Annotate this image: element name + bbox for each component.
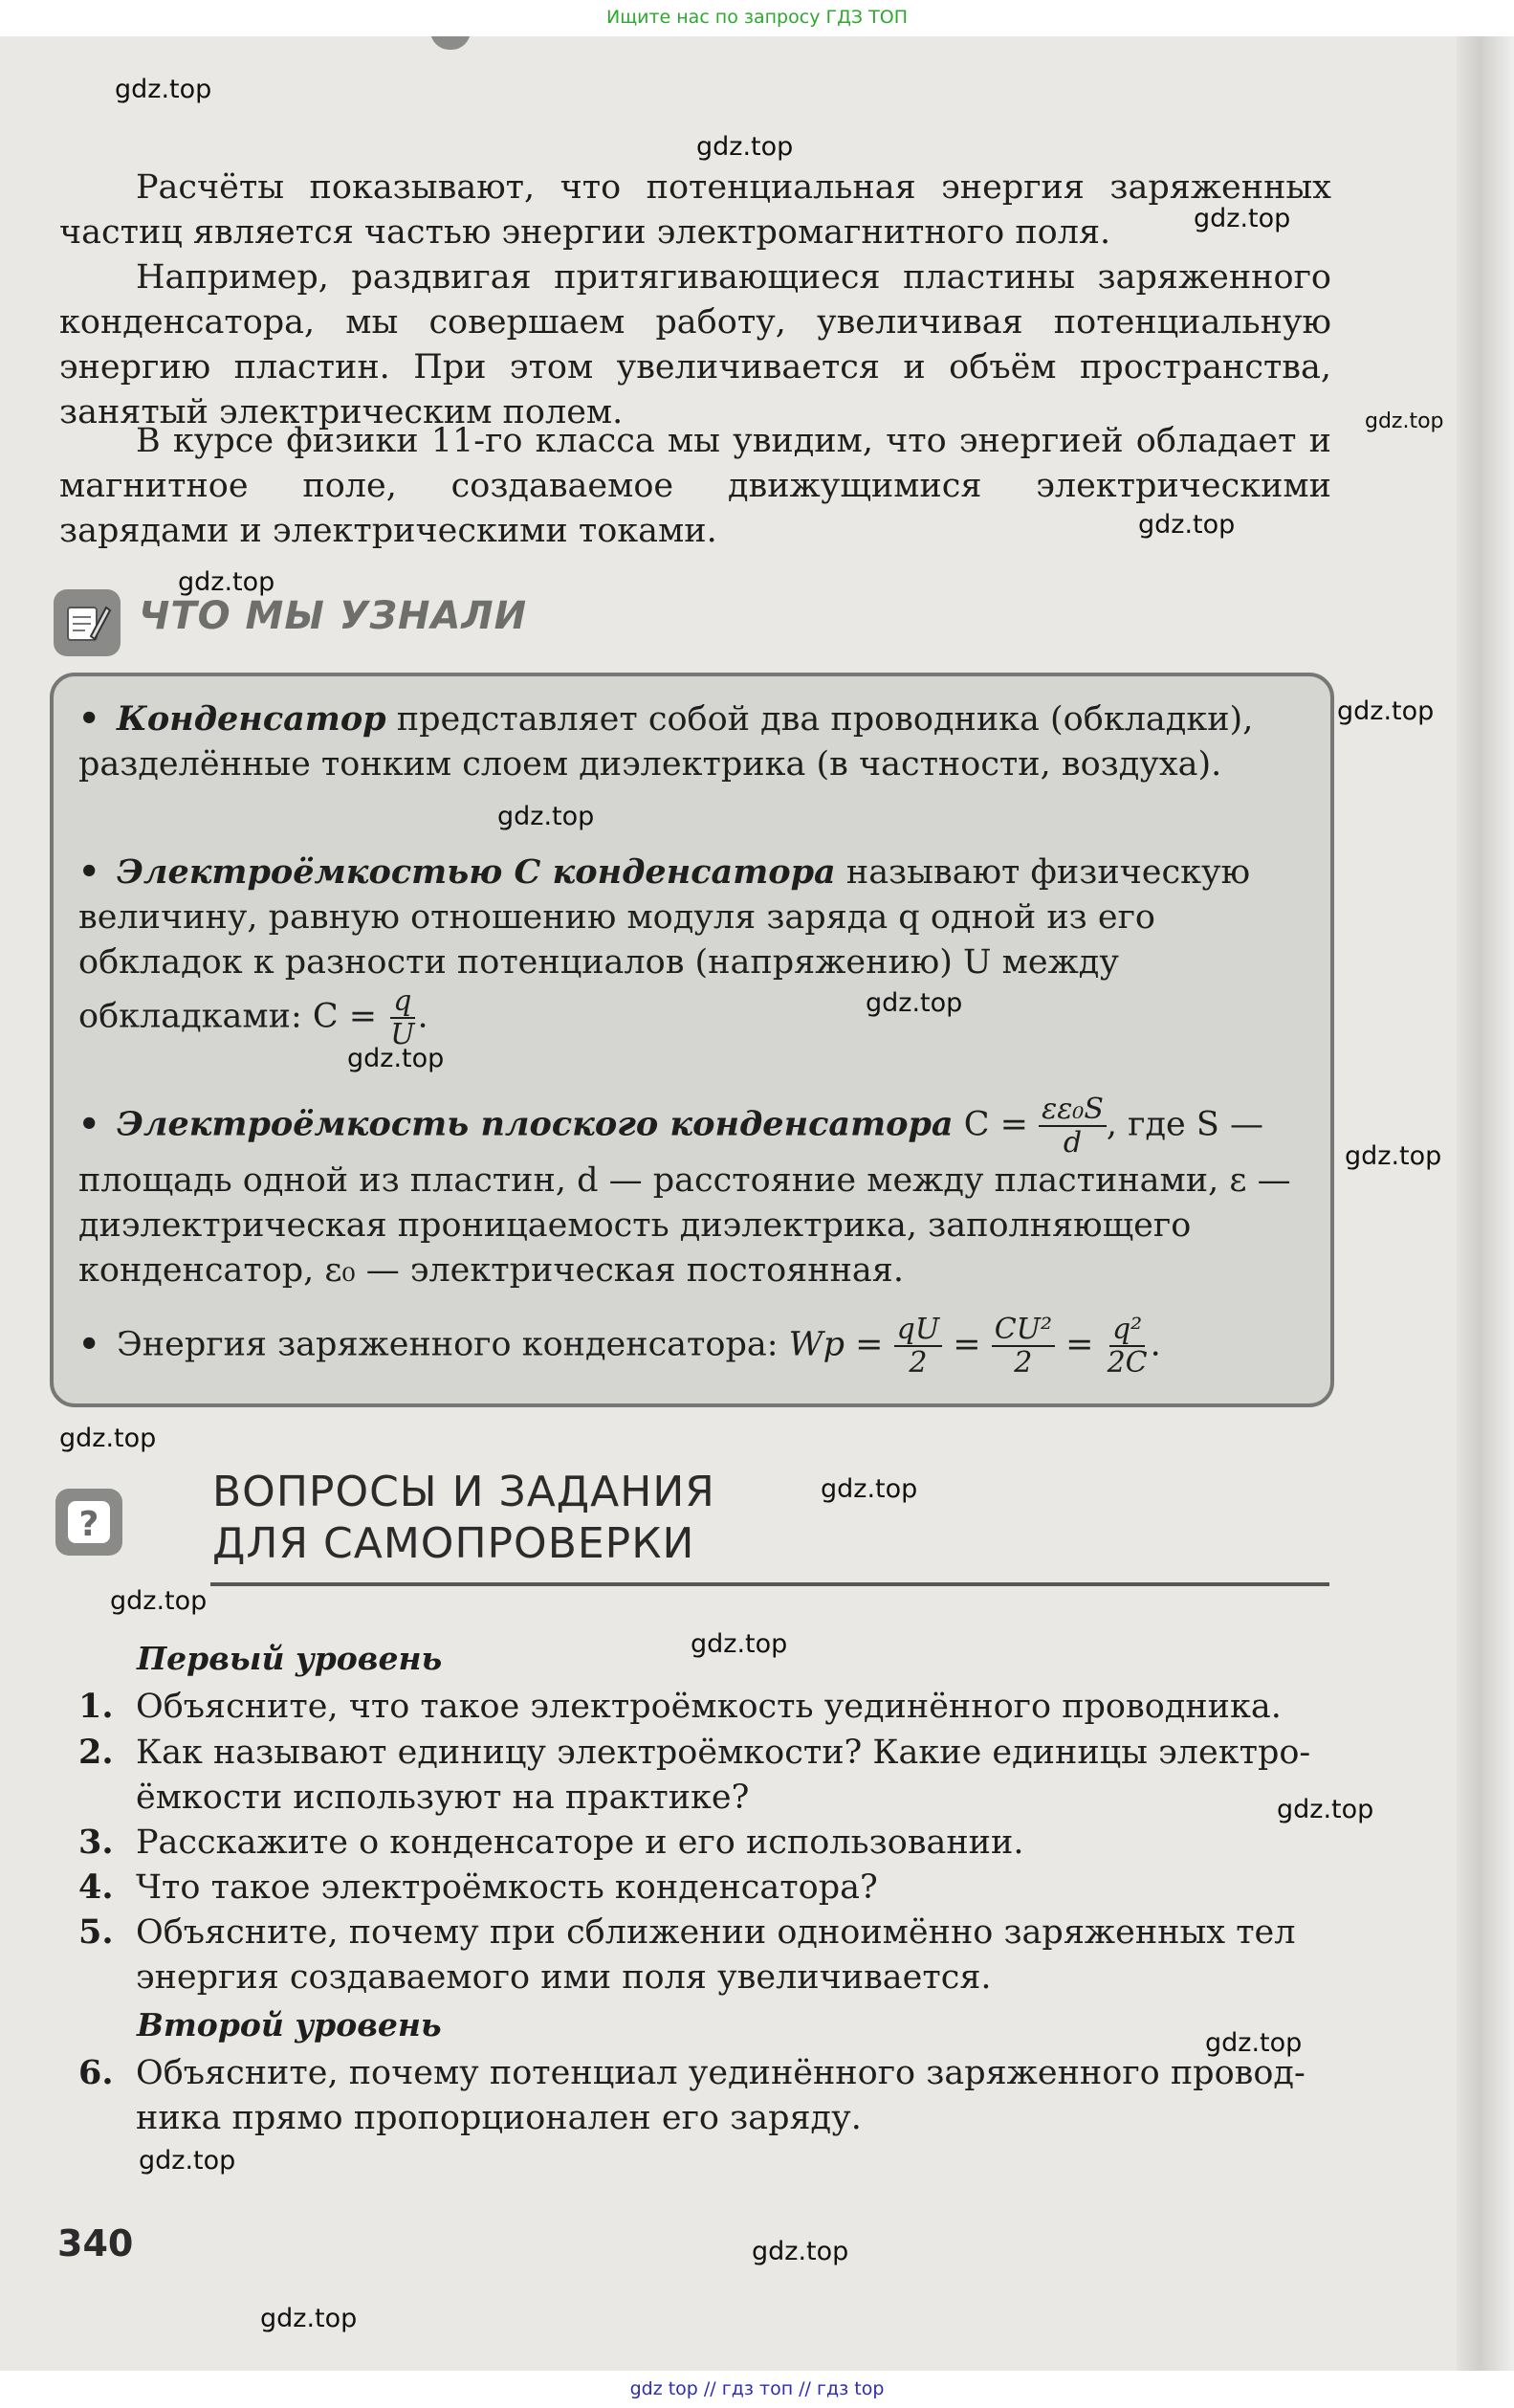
level-heading-first: Первый уровень xyxy=(137,1640,443,1677)
question-item: 1. Объясните, что такое электроёмкость уединённого проводника. xyxy=(78,1687,1282,1726)
section-title-questions: ВОПРОСЫ И ЗАДАНИЯ ДЛЯ САМОПРОВЕРКИ xyxy=(212,1468,715,1568)
watermark: gdz.top xyxy=(59,1424,157,1453)
binding-mark xyxy=(430,36,471,50)
watermark: gdz.top xyxy=(1365,409,1444,433)
watermark: gdz.top xyxy=(1337,696,1435,726)
question-item: 6. Объясните, почему потенциал уединённого заряженного провод- ника прямо пропорционален его заряду. xyxy=(78,2053,1306,2137)
watermark: gdz.top xyxy=(1205,2028,1303,2058)
watermark: gdz.top xyxy=(497,802,595,831)
notes-icon xyxy=(54,589,121,656)
level-heading-second: Второй уровень xyxy=(137,2006,442,2043)
intro-paragraph-1: Расчёты показывают, что потенциальная энергия заряженных частиц является частью энергии электромагнитного поля. xyxy=(59,168,1331,252)
watermark: gdz.top xyxy=(347,1044,445,1073)
question-item: 4. Что такое электроёмкость конденсатора? xyxy=(78,1867,878,1907)
bottom-footer[interactable]: gdz top // гдз топ // гдз top xyxy=(629,2378,885,2399)
fraction-eps-s-over-d: $\frac{\text{εε₀S}}{d}$ xyxy=(1039,1094,1107,1159)
summary-item-plane-capacitor: • Электроёмкость плоского конденсатора C = $\frac{\text{εε₀S}}{d}$ , где S — площадь одной из пластин, d — расстояние между пластинами, ε — диэлектрическая проницаемость диэлектрика, заполняющего конденсатор, ε₀ — электрическая постоянная. xyxy=(78,1093,1291,1290)
summary-item-capacitance: • Электроёмкостью C конденсатора называют физическую величину, равную отношению модуля заряда q одной из его обкладок к разности потенциалов (напряжению) U между обкладками: C = $\frac{q}{U}$ . xyxy=(78,852,1251,1051)
watermark: gdz.top xyxy=(115,75,212,104)
intro-paragraph-2: Например, раздвигая притягивающиеся пластины заряженного конденсатора, мы совершаем работу, увеличивая потенциальную энергию пластин. При этом увеличивается и объём пространства, занятый электрическим полем. xyxy=(59,258,1331,431)
watermark: gdz.top xyxy=(1345,1141,1442,1171)
watermark: gdz.top xyxy=(866,988,963,1018)
top-banner[interactable]: Ищите нас по запросу ГДЗ ТОП xyxy=(606,7,908,28)
watermark: gdz.top xyxy=(1277,1795,1374,1824)
fraction-q2-over-2c: $\frac{\text{q²}}{2C}$ xyxy=(1107,1313,1148,1380)
fraction-q-over-u: $\frac{q}{U}$ xyxy=(390,984,415,1051)
svg-text:?: ? xyxy=(78,1505,99,1544)
section-divider xyxy=(210,1582,1329,1586)
summary-item-energy: • Энергия заряженного конденсатора: Wp = $\frac{qU}{2}$ = $\frac{\text{CU²}}{2}$ = $\frac{\text{q²}}{2C}$ . xyxy=(78,1313,1161,1380)
intro-paragraph-3: В курсе физики 11-го класса мы увидим, что энергией обладает и магнитное поле, создаваемое движущимися электрическими зарядами и электрическими токами. xyxy=(59,422,1331,550)
summary-item-capacitor: • Конденсатор представляет собой два проводника (обкладки), разделённые тонким слоем диэлектрика (в частности, воздуха). xyxy=(78,699,1254,784)
watermark: gdz.top xyxy=(110,1586,208,1616)
watermark: gdz.top xyxy=(691,1629,788,1659)
watermark: gdz.top xyxy=(178,567,275,597)
watermark: gdz.top xyxy=(821,1474,918,1504)
page-edge-shadow xyxy=(1457,36,1514,2371)
question-item: 3. Расскажите о конденсаторе и его использовании. xyxy=(78,1823,1024,1862)
watermark: gdz.top xyxy=(1138,510,1236,540)
question-item: 2. Как называют единицу электроёмкости? Какие единицы электро- ёмкости используют на практике? xyxy=(78,1733,1311,1817)
question-mark-icon xyxy=(55,1489,122,1556)
textbook-page xyxy=(0,36,1514,2371)
fraction-qu-over-2: $\frac{qU}{2}$ xyxy=(894,1314,943,1379)
watermark: gdz.top xyxy=(696,132,794,162)
watermark: gdz.top xyxy=(139,2146,236,2176)
question-item: 5. Объясните, почему при сближении одноимённо заряженных тел энергия создаваемого ими поля увеличивается. xyxy=(78,1912,1296,1997)
watermark: gdz.top xyxy=(260,2304,358,2333)
watermark: gdz.top xyxy=(1194,204,1291,233)
fraction-cu2-over-2: $\frac{\text{CU²}}{2}$ xyxy=(992,1314,1055,1379)
watermark: gdz.top xyxy=(752,2237,849,2266)
section-title-what-we-learned: ЧТО МЫ УЗНАЛИ xyxy=(139,594,528,638)
page-number: 340 xyxy=(57,2222,134,2264)
